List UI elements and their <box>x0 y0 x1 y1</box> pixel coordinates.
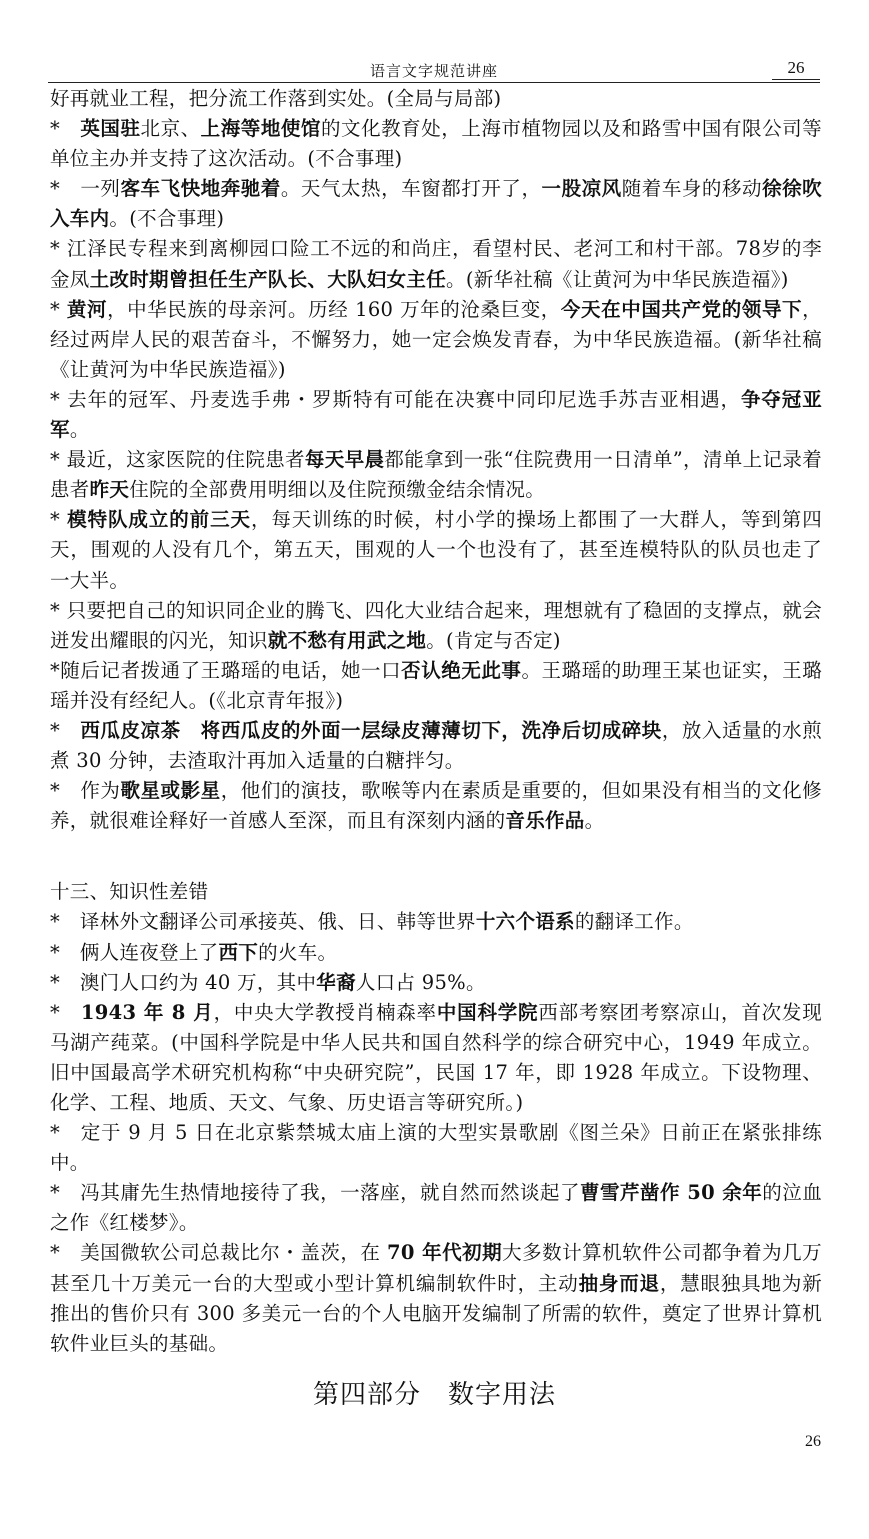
example-paragraph <box>50 505 822 595</box>
text-run: 的文化教育处，上海市植物园以及和路雪中国有限公司等单位主办并支持了这次活动。(不合事理) <box>50 117 822 171</box>
text-run: * <box>50 117 81 141</box>
emphasis-text: 华裔 <box>316 970 356 994</box>
text-run: * 只要把自己的知识同企业的腾飞、四化大业结合起来，理想就有了稳固的支撑点，就会迸发出耀眼的闪光，知识 <box>50 598 822 652</box>
text-run: ，放入适量的水煎煮 30 分钟，去渣取汁再加入适量的白糖拌匀。 <box>50 718 822 773</box>
text-run: * 冯其庸先生热情地接待了我，一落座，就自然而然谈起了 <box>50 1181 580 1205</box>
example-paragraph <box>50 385 822 445</box>
example-paragraph <box>50 1178 822 1238</box>
text-run: * 江泽民专程来到离柳园口险工不远的和尚庄，看望村民、老河工和村干部。78岁的李金凤 <box>50 237 822 291</box>
example-paragraph <box>50 656 822 716</box>
example-list-b <box>50 907 822 1358</box>
example-paragraph <box>50 1118 822 1178</box>
emphasis-text: 昨天 <box>89 478 130 502</box>
example-paragraph <box>50 445 822 505</box>
text-run: 的火车。 <box>258 940 338 964</box>
emphasis-text: 十六个语系 <box>475 910 575 934</box>
text-run: 大多数计算机软件公司都争着为几万甚至几十万美元一台的大型或小型计算机编制软件时，主动 <box>50 1241 822 1295</box>
text-run: *随后记者拨通了王璐瑶的电话，她一口 <box>50 658 402 682</box>
text-run: 。王璐瑶的助理王某也证实，王璐瑶并没有经纪人。(《北京青年报》) <box>50 658 822 712</box>
emphasis-text: 英国驻 <box>80 117 141 141</box>
emphasis-text: 徐徐吹入车内 <box>50 177 822 231</box>
emphasis-text: 争夺冠亚军 <box>50 387 823 442</box>
emphasis-text: 西瓜皮凉茶 将西瓜皮的外面一层绿皮薄薄切下，洗净后切成碎块 <box>80 718 662 742</box>
text-run: 。(肯定与否定) <box>426 628 561 652</box>
text-run: * 作为 <box>50 779 121 803</box>
example-paragraph <box>50 596 822 656</box>
text-run: * <box>50 718 81 742</box>
text-run: * 最近，这家医院的住院患者 <box>50 448 305 472</box>
text-run: * 俩人连夜登上了 <box>50 940 219 964</box>
text-run: ，经过两岸人民的艰苦奋斗，不懈努力，她一定会焕发青春，为中华民族造福。(新华社稿《让黄河为中华民族造福》) <box>50 297 822 381</box>
emphasis-text: 客车飞快地奔驰着 <box>120 177 281 201</box>
text-run: 。天气太热，车窗都打开了， <box>280 177 542 201</box>
example-list-a <box>50 84 822 836</box>
text-run: 。(新华社稿《让黄河为中华民族造福》) <box>446 267 789 291</box>
text-run: * <box>50 297 67 321</box>
emphasis-text: 每天早晨 <box>304 448 385 472</box>
emphasis-text: 西下 <box>218 940 259 964</box>
example-paragraph <box>50 907 822 937</box>
emphasis-text: 就不愁有用武之地 <box>267 628 427 652</box>
text-run: 。(不合事理) <box>109 207 225 231</box>
example-paragraph <box>50 938 822 968</box>
example-paragraph <box>50 968 822 998</box>
text-run: * 美国微软公司总裁比尔・盖茨，在 <box>50 1241 388 1265</box>
text-run: 都能拿到一张“住院费用一日清单”，清单上记录着患者 <box>50 448 822 502</box>
body-text <box>50 84 822 1359</box>
text-run: ，他们的演技，歌喉等内在素质是重要的，但如果没有相当的文化修养，就很难诠释好一首感人至深，而且有深刻内涵的 <box>50 779 822 833</box>
text-run: 的翻译工作。 <box>574 910 694 934</box>
text-run: * <box>50 1000 81 1024</box>
emphasis-text: 歌星或影星 <box>120 779 221 803</box>
text-run: 好再就业工程，把分流工作落到实处。(全局与局部) <box>50 87 502 110</box>
text-run: 随着车身的移动 <box>621 177 763 201</box>
emphasis-text: 今天在中国共产党的领导下 <box>560 297 803 321</box>
example-paragraph <box>50 776 822 836</box>
emphasis-text: 抽身而退 <box>578 1271 660 1295</box>
emphasis-text: 上海等地使馆 <box>200 117 321 141</box>
text-run: 。 <box>584 809 605 833</box>
text-run: 住院的全部费用明细以及住院预缴金结余情况。 <box>129 478 546 502</box>
text-run: * 去年的冠军、丹麦选手弗・罗斯特有可能在决赛中同印尼选手苏吉亚相遇， <box>50 387 741 411</box>
emphasis-text: 土改时期曾担任生产队长、大队妇女主任 <box>89 267 447 291</box>
emphasis-text: 曹雪芹凿作 50 余年 <box>579 1181 763 1205</box>
text-run: 西部考察团考察凉山，首次发现马湖产莼菜。(中国科学院是中华人民共和国自然科学的综合研究中心，1949 年成立。旧中国最高学术研究机构称“中央研究院”，民国 17 年，即 1928 年成立。下设物理、化学、工程、地质、天文、气象、历史语言等研究所。) <box>50 1000 823 1114</box>
text-run: * 定于 9 月 5 日在北京紫禁城太庙上演的大型实景歌剧《图兰朵》日前正在紧张排练中。 <box>50 1121 822 1175</box>
emphasis-text: 一股凉风 <box>541 177 622 201</box>
text-run: ，每天训练的时候，村小学的操场上都围了一大群人，等到第四天，围观的人没有几个，第五天，围观的人一个也没有了，甚至连模特队的队员也走了一大半。 <box>50 508 822 592</box>
text-run: * 澳门人口约为 40 万，其中 <box>50 970 317 994</box>
emphasis-text: 1943 年 8 月 <box>80 1000 214 1024</box>
text-run: 北京、 <box>140 117 201 141</box>
example-paragraph <box>50 998 822 1118</box>
part-title: 第四部分 数字用法 <box>312 1380 556 1410</box>
example-paragraph <box>50 716 822 776</box>
example-paragraph <box>50 1238 822 1358</box>
example-paragraph <box>50 295 822 385</box>
text-run: 人口占 95%。 <box>355 970 486 994</box>
example-paragraph <box>50 234 822 294</box>
header-page-number: 26 <box>772 58 820 80</box>
example-paragraph <box>50 84 822 114</box>
header-title: 语言文字规范讲座 <box>369 62 498 80</box>
text-run: * 一列 <box>50 177 121 201</box>
text-run: 。 <box>69 418 90 442</box>
text-run: ，中华民族的母亲河。历经 160 万年的沧桑巨变， <box>107 297 561 321</box>
emphasis-text: 中国科学院 <box>436 1000 539 1024</box>
section-gap <box>50 836 822 877</box>
text-run: 的泣血之作《红楼梦》。 <box>50 1181 822 1235</box>
text-run: ，慧眼独具地为新推出的售价只有 300 多美元一台的个人电脑开发编制了所需的软件，奠定了世界计算机软件业巨头的基础。 <box>50 1271 822 1355</box>
emphasis-text: 黄河 <box>66 297 108 321</box>
example-paragraph <box>50 174 822 234</box>
text-run: * <box>50 508 68 532</box>
text-run: * 译林外文翻译公司承接英、俄、日、韩等世界 <box>50 910 476 934</box>
emphasis-text: 模特队成立的前三天 <box>67 508 251 532</box>
footer-page-number: 26 <box>805 1433 821 1450</box>
example-paragraph <box>50 114 822 174</box>
emphasis-text: 70 年代初期 <box>387 1241 503 1265</box>
section-heading: 十三、知识性差错 <box>50 880 209 904</box>
text-run: ，中央大学教授肖楠森率 <box>213 1000 437 1024</box>
emphasis-text: 音乐作品 <box>505 809 585 833</box>
page-header <box>48 58 820 83</box>
emphasis-text: 否认绝无此事 <box>401 658 522 682</box>
